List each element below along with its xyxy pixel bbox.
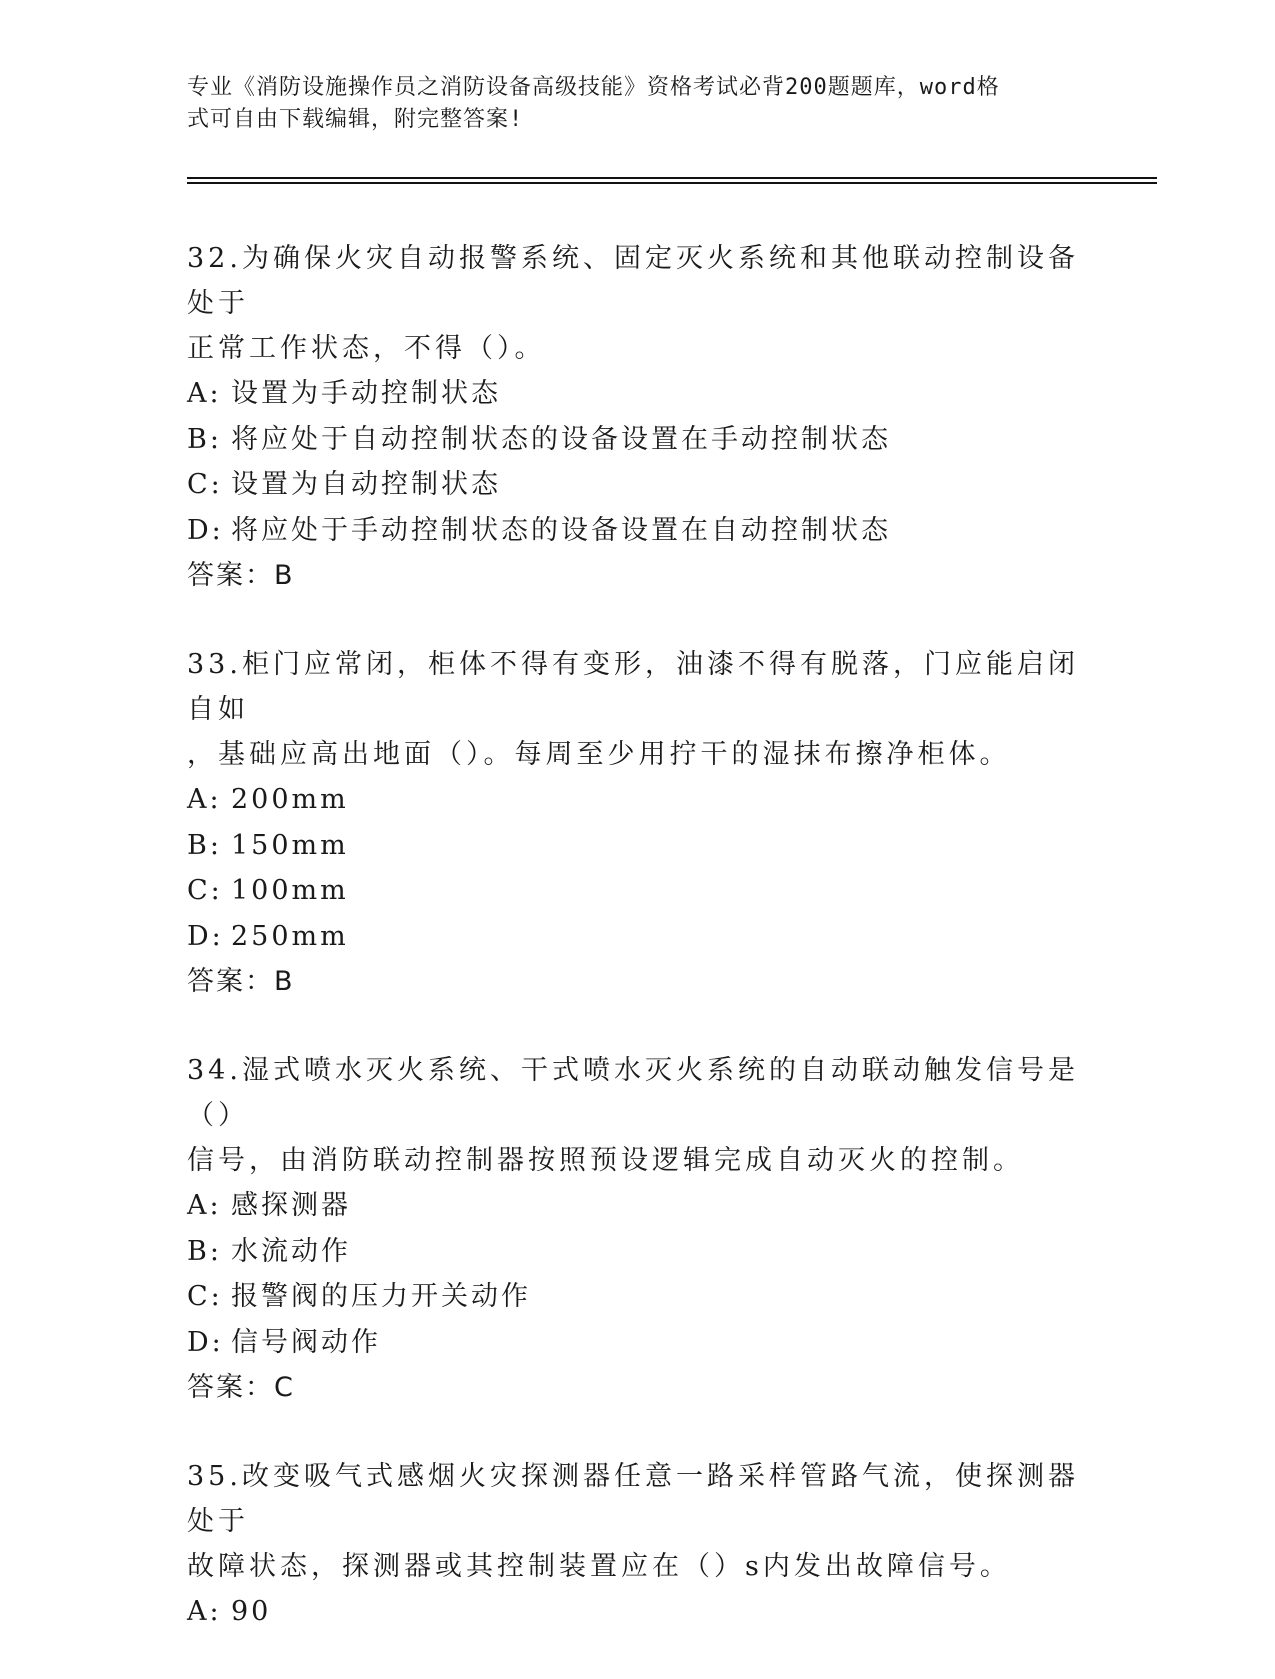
option-b xyxy=(187,1229,1087,1275)
option-text: 将应处于手动控制状态的设备设置在自动控制状态 xyxy=(231,514,891,546)
option-key: C: xyxy=(187,1281,223,1312)
option-a xyxy=(187,1183,1087,1229)
option-key: A: xyxy=(187,784,222,815)
option-text: 设置为自动控制状态 xyxy=(231,469,501,500)
question-text xyxy=(187,236,1087,371)
answer-line: 答案：B xyxy=(187,560,295,591)
question-line-2: 信号，由消防联动控制器按照预设逻辑完成自动灭火的控制。 xyxy=(187,1145,1024,1176)
question-list xyxy=(187,236,1087,1679)
question-35 xyxy=(187,1454,1087,1635)
option-c xyxy=(187,868,1087,914)
option-text: 设置为手动控制状态 xyxy=(231,378,501,409)
option-key: B: xyxy=(187,423,222,455)
option-c xyxy=(187,1274,1087,1320)
question-line-2: 故障状态，探测器或其控制装置应在（）s内发出故障信号。 xyxy=(187,1551,1011,1582)
option-b xyxy=(187,417,1087,463)
question-34 xyxy=(187,1048,1087,1410)
option-d xyxy=(187,914,1087,960)
option-key: A: xyxy=(187,1190,222,1221)
header-line-1: 专业《消防设施操作员之消防设备高级技能》资格考试必背200题题库，word格 xyxy=(187,75,1000,100)
question-33 xyxy=(187,642,1087,1004)
option-key: D: xyxy=(187,514,224,546)
option-a xyxy=(187,1589,1087,1635)
option-key: A: xyxy=(187,378,222,409)
option-key: B: xyxy=(187,1235,222,1267)
question-line-2: ，基础应高出地面（）。每周至少用拧干的湿抹布擦净柜体。 xyxy=(187,739,1011,770)
option-a xyxy=(187,371,1087,417)
option-text: 水流动作 xyxy=(231,1235,351,1267)
option-text: 100mm xyxy=(231,875,349,906)
question-line-1: 33.柜门应常闭，柜体不得有变形，油漆不得有脱落，门应能启闭自如 xyxy=(187,649,1079,725)
option-c xyxy=(187,462,1087,508)
option-text: 150mm xyxy=(231,829,349,861)
option-text: 250mm xyxy=(231,920,349,952)
option-d xyxy=(187,508,1087,554)
question-text xyxy=(187,642,1087,777)
option-b xyxy=(187,823,1087,869)
question-line-1: 35.改变吸气式感烟火灾探测器任意一路采样管路气流，使探测器处于 xyxy=(187,1461,1079,1537)
option-text: 感探测器 xyxy=(231,1190,351,1221)
question-text xyxy=(187,1048,1087,1183)
answer-line: 答案：B xyxy=(187,966,295,997)
question-line-1: 34.湿式喷水灭火系统、干式喷水灭火系统的自动联动触发信号是（） xyxy=(187,1055,1079,1131)
header-line-2: 式可自由下载编辑，附完整答案! xyxy=(187,107,524,132)
question-line-1: 32.为确保火灾自动报警系统、固定灭火系统和其他联动控制设备处于 xyxy=(187,243,1079,319)
option-key: B: xyxy=(187,829,222,861)
option-key: C: xyxy=(187,875,223,906)
header-rule-bottom xyxy=(187,182,1157,184)
option-a xyxy=(187,777,1087,823)
option-text: 90 xyxy=(231,1596,272,1627)
question-32 xyxy=(187,236,1087,598)
option-text: 200mm xyxy=(231,784,349,815)
option-key: C: xyxy=(187,469,223,500)
question-line-2: 正常工作状态，不得（）。 xyxy=(187,333,546,364)
option-key: D: xyxy=(187,1326,224,1358)
option-text: 将应处于自动控制状态的设备设置在手动控制状态 xyxy=(231,423,891,455)
option-key: A: xyxy=(187,1596,222,1627)
option-text: 信号阀动作 xyxy=(231,1326,381,1358)
option-text: 报警阀的压力开关动作 xyxy=(231,1281,531,1312)
question-text xyxy=(187,1454,1087,1589)
option-key: D: xyxy=(187,920,224,952)
document-header xyxy=(187,72,1067,136)
header-rule-top xyxy=(187,177,1157,179)
option-d xyxy=(187,1320,1087,1366)
answer-line: 答案：C xyxy=(187,1372,295,1403)
